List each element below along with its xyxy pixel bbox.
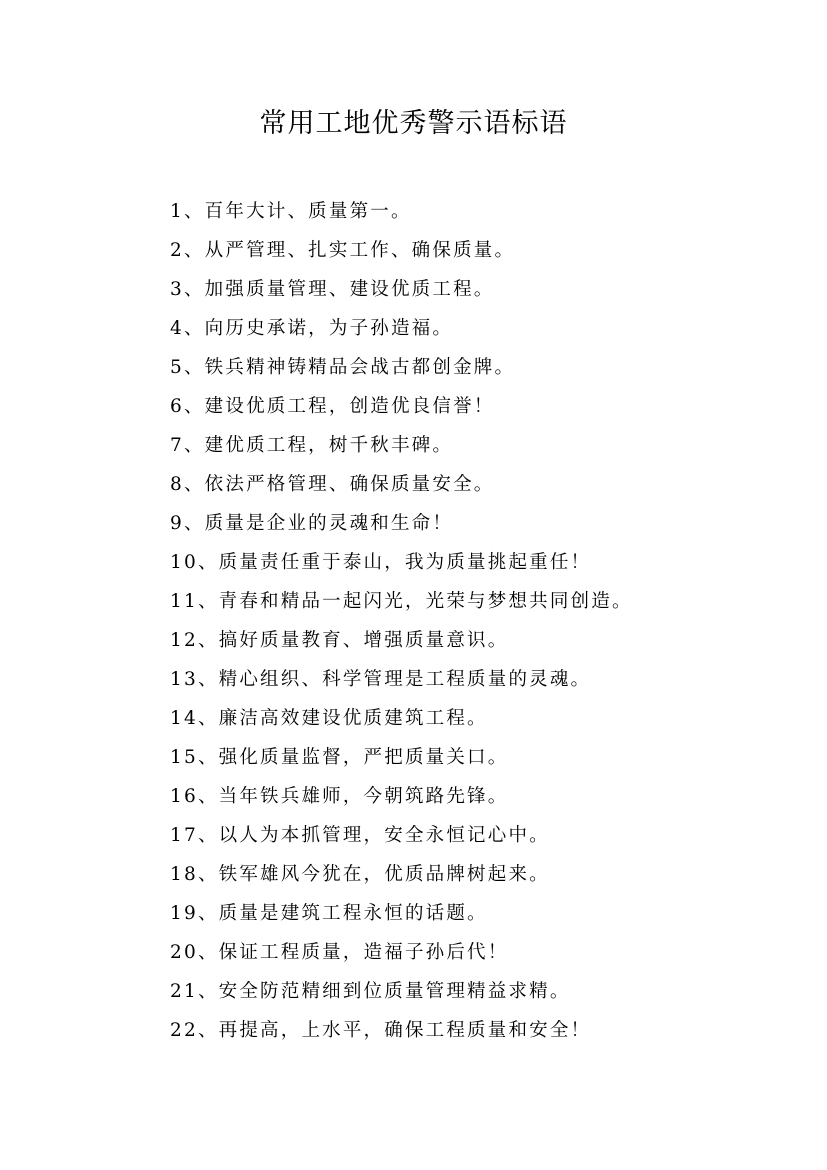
slogan-item: 15、强化质量监督，严把质量关口。 — [170, 747, 509, 768]
slogan-item: 17、以人为本抓管理，安全永恒记心中。 — [170, 825, 550, 846]
slogan-item: 13、精心组织、科学管理是工程质量的灵魂。 — [170, 669, 592, 690]
slogan-item: 5、铁兵精神铸精品会战古都创金牌。 — [170, 357, 516, 378]
slogan-item: 18、铁军雄风今犹在，优质品牌树起来。 — [170, 864, 550, 885]
slogan-item: 14、廉洁高效建设优质建筑工程。 — [170, 708, 488, 729]
slogan-item: 20、保证工程质量，造福子孙后代！ — [170, 942, 509, 963]
document-title: 常用工地优秀警示语标语 — [259, 108, 568, 139]
slogan-item: 1、百年大计、质量第一。 — [170, 201, 412, 222]
slogan-item: 12、搞好质量教育、增强质量意识。 — [170, 630, 509, 651]
slogan-item: 19、质量是建筑工程永恒的话题。 — [170, 903, 488, 924]
slogan-item: 9、质量是企业的灵魂和生命！ — [170, 513, 454, 534]
slogan-list — [170, 197, 633, 1055]
slogan-item: 21、安全防范精细到位质量管理精益求精。 — [170, 981, 571, 1002]
slogan-item: 7、建优质工程，树千秋丰碑。 — [170, 435, 454, 456]
slogan-item: 10、质量责任重于泰山，我为质量挑起重任！ — [170, 552, 592, 573]
slogan-item: 2、从严管理、扎实工作、确保质量。 — [170, 240, 516, 261]
slogan-item: 6、建设优质工程，创造优良信誉！ — [170, 396, 495, 417]
slogan-item: 8、依法严格管理、确保质量安全。 — [170, 474, 495, 495]
slogan-item: 4、向历史承诺，为子孙造福。 — [170, 318, 454, 339]
slogan-item: 3、加强质量管理、建设优质工程。 — [170, 279, 495, 300]
slogan-item: 11、青春和精品一起闪光，光荣与梦想共同创造。 — [170, 591, 633, 612]
slogan-item: 16、当年铁兵雄师，今朝筑路先锋。 — [170, 786, 509, 807]
slogan-item: 22、再提高，上水平，确保工程质量和安全！ — [170, 1020, 592, 1041]
